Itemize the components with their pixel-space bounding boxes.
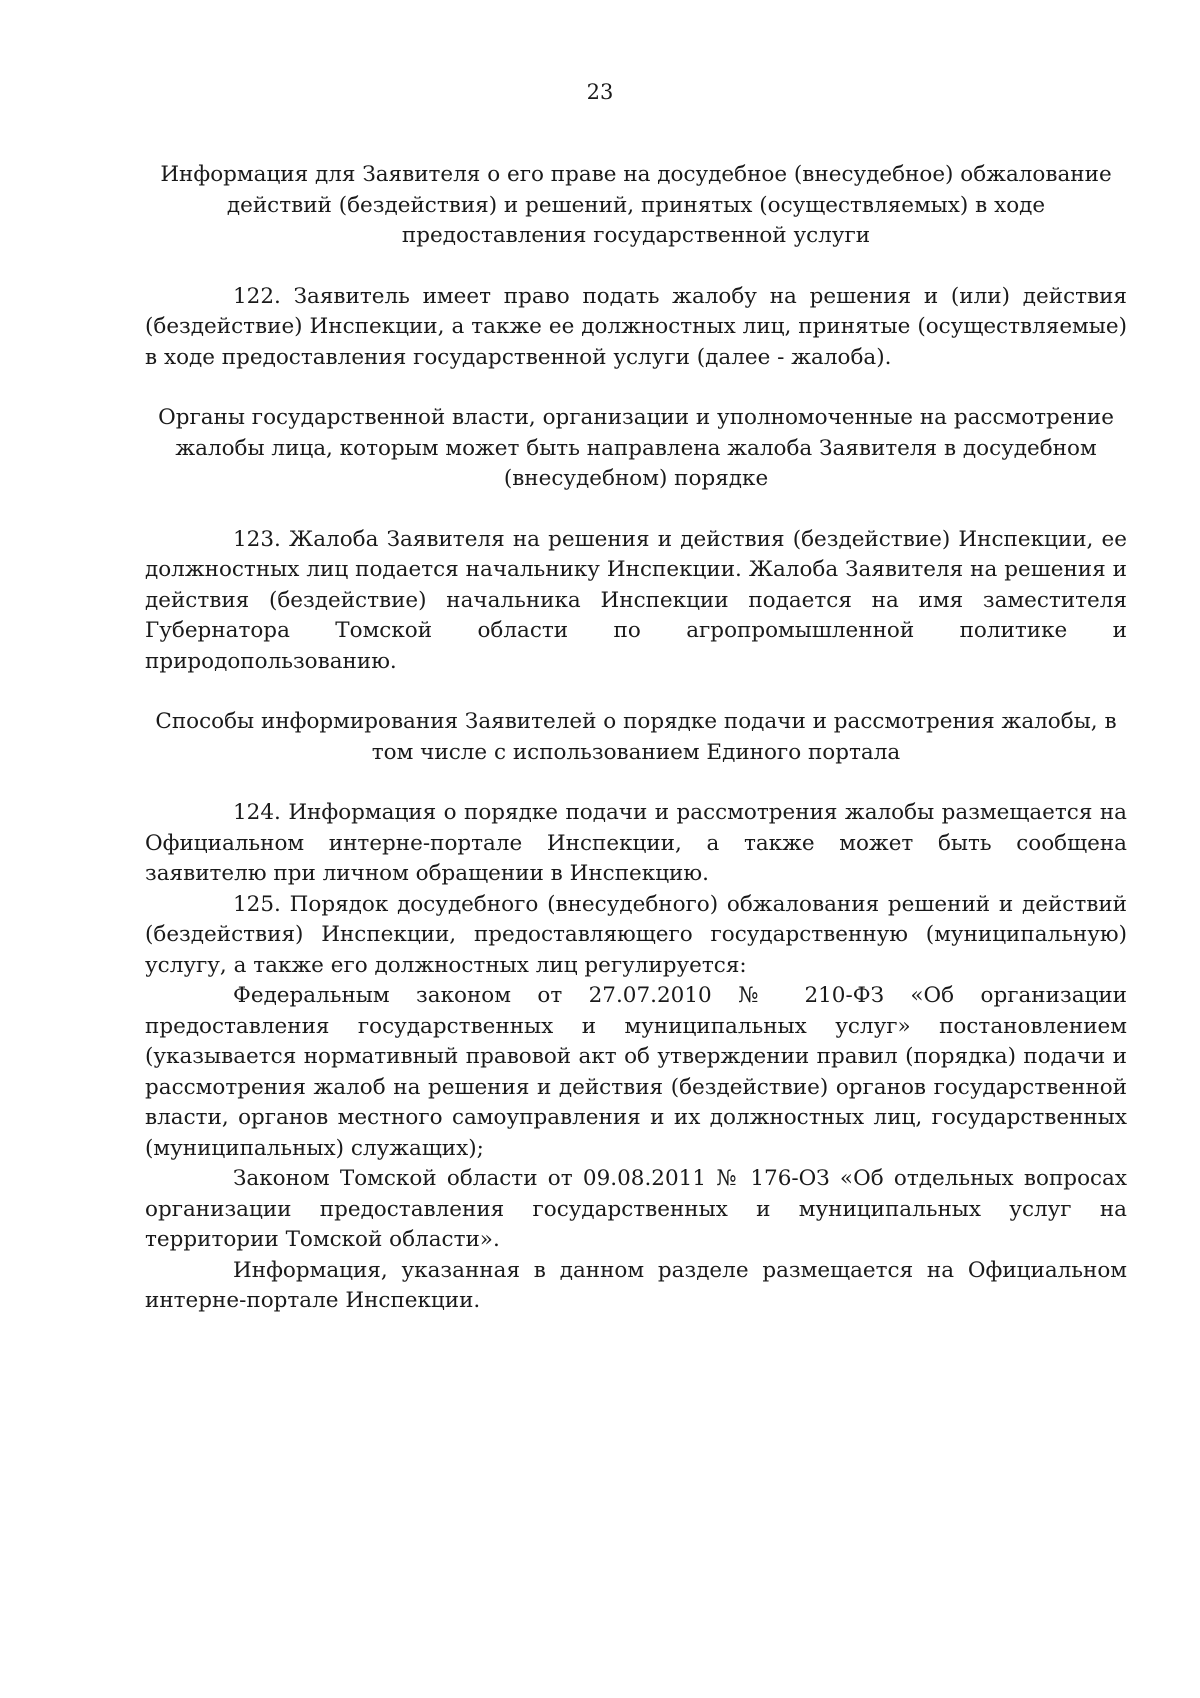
section-heading-appeal-rights: Информация для Заявителя о его праве на досудебное (внесудебное) обжалование действий (бездействия) и решений, принятых (осуществляемых) в ходе предоставления государственной услуги [160,162,1112,248]
document-body [145,160,1127,1317]
paragraph-122: 122. Заявитель имеет право подать жалобу на решения и (или) действия (бездействие) Инспекции, а также ее должностных лиц, принятые (осуществляемые) в ходе предоставления государственной услуги (далее - жалоба). [145,283,1127,370]
section-heading-authorities: Органы государственной власти, организации и уполномоченные на рассмотрение жалобы лица, которым может быть направлена жалоба Заявителя в досудебном (внесудебном) порядке [158,405,1114,491]
paragraph-123: 123. Жалоба Заявителя на решения и действия (бездействие) Инспекции, ее должностных лиц подается начальнику Инспекции. Жалоба Заявителя на решения и действия (бездействие) начальника Инспекции подается на имя заместителя Губернатора Томской области по агропромышленной политике и природопользованию. [145,526,1127,674]
section-heading-information-methods: Способы информирования Заявителей о порядке подачи и рассмотрения жалобы, в том числе с использованием Единого портала [155,709,1117,765]
paragraph-124: 124. Информация о порядке подачи и рассмотрения жалобы размещается на Официальном интерне-портале Инспекции, а также может быть сообщена заявителю при личном обращении в Инспекцию. [145,800,1127,886]
paragraph-125: 125. Порядок досудебного (внесудебного) обжалования решений и действий (бездействия) Инспекции, предоставляющего государственную (муниципальную) услугу, а также его должностных лиц регулируется: [145,891,1127,978]
paragraph-125-information: Информация, указанная в данном разделе размещается на Официальном интерне-портале Инспекции. [145,1257,1127,1313]
page-number: 23 [586,80,614,104]
paragraph-125-regional-law: Законом Томской области от 09.08.2011 № 176-ОЗ «Об отдельных вопросах организации предоставления государственных и муниципальных услуг на территории Томской области». [145,1166,1127,1252]
paragraph-125-federal-law: Федеральным законом от 27.07.2010 № 210-ФЗ «Об организации предоставления государственных и муниципальных услуг» постановлением (указывается нормативный правовой акт об утверждении правил (порядка) подачи и рассмотрения жалоб на решения и действия (бездействие) органов государственной власти, органов местного самоуправления и их должностных лиц, государственных (муниципальных) служащих); [145,983,1127,1161]
